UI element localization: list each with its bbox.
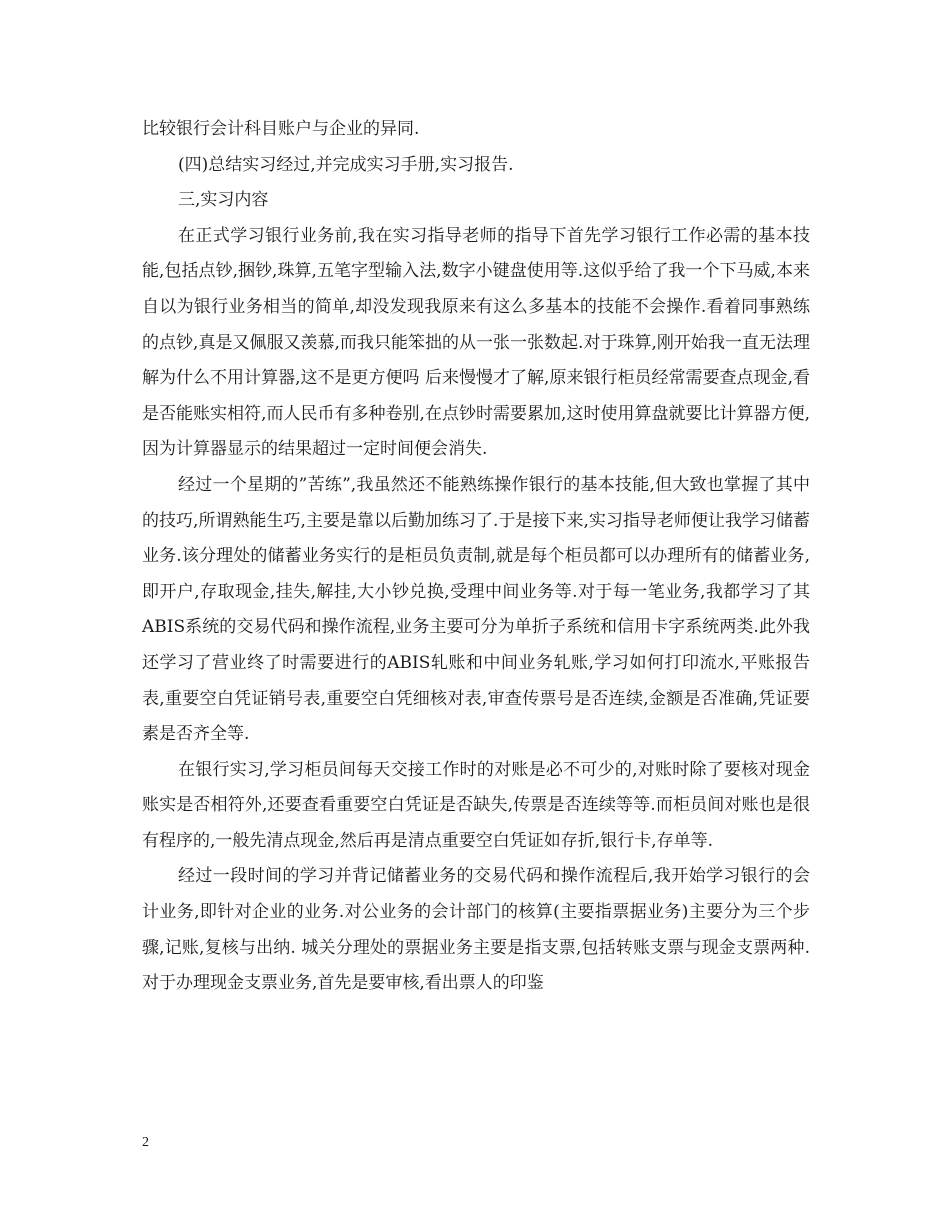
paragraph-1: 比较银行会计科目账户与企业的异同. <box>142 119 420 139</box>
paragraph-5: 经过一个星期的”苦练”,我虽然还不能熟练操作银行的基本技能,但大致也掌握了其中的技巧,所谓熟能生巧,主要是靠以后勤加练习了.于是接下来,实习指导老师便让我学习储蓄业务.该分理处的储蓄业务实行的是柜员负责制,就是每个柜员都可以办理所有的储蓄业务,即开户,存取现金,挂失,解挂,大小钞兑换,受理中间业务等.对于每一笔业务,我都学习了其ABIS系统的交易代码和操作流程,业务主要可分为单折子系统和信用卡字系统两类.此外我还学习了营业终了时需要进行的ABIS轧账和中间业务轧账,学习如何打印流水,平账报告表,重要空白凭证销号表,重要空白凭细核对表,审查传票号是否连续,金额是否准确,凭证要素是否齐全等. <box>142 474 810 745</box>
paragraph-6: 在银行实习,学习柜员间每天交接工作时的对账是必不可少的,对账时除了要核对现金账实是否相符外,还要查看重要空白凭证是否缺失,传票是否连续等等.而柜员间对账也是很有程序的,一般先清点现金,然后再是清点重要空白凭证如存折,银行卡,存单等. <box>142 759 810 851</box>
document-body <box>142 112 810 1002</box>
paragraph-4: 在正式学习银行业务前,我在实习指导老师的指导下首先学习银行工作必需的基本技能,包括点钞,捆钞,珠算,五笔字型输入法,数字小键盘使用等.这似乎给了我一个下马威,本来自以为银行业务相当的简单,却没发现我原来有这么多基本的技能不会操作.看着同事熟练的点钞,真是又佩服又羡慕,而我只能笨拙的从一张一张数起.对于珠算,刚开始我一直无法理解为什么不用计算器,这不是更方便吗 后来慢慢才了解,原来银行柜员经常需要查点现金,看是否能账实相符,而人民币有多种卷别,在点钞时需要累加,这时使用算盘就要比计算器方便,因为计算器显示的结果超过一定时间便会消失. <box>142 225 810 460</box>
paragraph-7: 经过一段时间的学习并背记储蓄业务的交易代码和操作流程后,我开始学习银行的会计业务,即针对企业的业务.对公业务的会计部门的核算(主要指票据业务)主要分为三个步骤,记账,复核与出纳. 城关分理处的票据业务主要是指支票,包括转账支票与现金支票两种.对于办理现金支票业务,首先是要审核,看出票人的印鉴 <box>142 866 810 994</box>
paragraph-2: (四)总结实习经过,并完成实习手册,实习报告. <box>178 154 514 175</box>
section-heading: 三,实习内容 <box>178 190 269 211</box>
page-number: 2 <box>142 1135 149 1150</box>
